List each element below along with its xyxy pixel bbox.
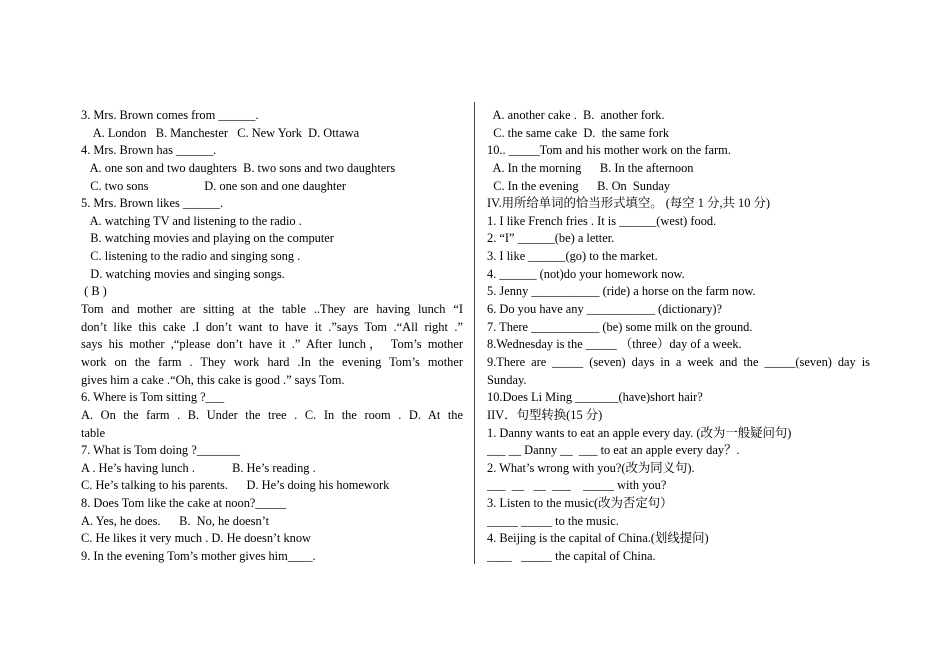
q10-question: 10.. _____Tom and his mother work on the farm. xyxy=(487,143,731,158)
section-iv-heading: IV.用所给单词的恰当形式填空。 (每空 1 分,共 10 分) xyxy=(487,196,771,211)
fill-item-9-end: Sunday. xyxy=(487,372,527,387)
transform-4-prompt: 4. Beijing is the capital of China.(划线提问) xyxy=(487,531,709,546)
q10-options-cd: C. In the evening B. On Sunday xyxy=(487,178,671,193)
transform-4-answer: ____ _____ the capital of China. xyxy=(487,549,656,564)
q7-question: 7. What is Tom doing ?_______ xyxy=(81,443,241,458)
passage-line: Tom and mother are sitting at the table ..They are having lunch “I xyxy=(81,302,463,317)
section-b-heading: ( B ) xyxy=(81,284,107,299)
q8-question: 8. Does Tom like the cake at noon?_____ xyxy=(81,496,287,511)
section-iiv-heading: IIV．句型转换(15 分) xyxy=(487,407,603,422)
transform-3-prompt: 3. Listen to the music(改为否定句） xyxy=(487,496,673,511)
q5-question: 5. Mrs. Brown likes ______. xyxy=(81,196,224,211)
transform-3-answer: _____ _____ to the music. xyxy=(487,513,619,528)
fill-item-2: 2. “I” ______(be) a letter. xyxy=(487,231,615,246)
q10-options-ab: A. In the morning B. In the afternoon xyxy=(487,160,694,175)
q9-options-cd: C. the same cake D. the same fork xyxy=(487,125,670,140)
q5-option-d: D. watching movies and singing songs. xyxy=(81,266,285,281)
column-divider xyxy=(474,102,475,564)
transform-2-answer: ___ __ __ ___ _____ with you? xyxy=(487,478,667,493)
left-column xyxy=(81,107,463,566)
fill-item-1: 1. I like French fries . It is ______(west) food. xyxy=(487,213,717,228)
fill-item-10: 10.Does Li Ming _______(have)short hair? xyxy=(487,390,703,405)
fill-item-8: 8.Wednesday is the _____ （three）day of a week. xyxy=(487,337,742,352)
q4-options-cd: C. two sons D. one son and one daughter xyxy=(81,178,346,193)
q5-option-c: C. listening to the radio and singing song . xyxy=(81,249,301,264)
q8-options-cd: C. He likes it very much . D. He doesn’t know xyxy=(81,531,311,546)
fill-item-5: 5. Jenny ___________ (ride) a horse on the farm now. xyxy=(487,284,756,299)
q7-options-cd: C. He’s talking to his parents. D. He’s doing his homework xyxy=(81,478,390,493)
q4-options-ab: A. one son and two daughters B. two sons and two daughters xyxy=(81,160,396,175)
q9-question: 9. In the evening Tom’s mother gives him____. xyxy=(81,549,316,564)
passage-line: says his mother ,“please don’t have it .” After lunch， Tom’s mother xyxy=(81,337,463,352)
passage-line-end: gives him a cake .“Oh, this cake is good .” says Tom. xyxy=(81,372,345,387)
passage-line: don’t like this cake .I don’t want to have it .”says Tom .“All right .” xyxy=(81,319,463,334)
q6-options-end: table xyxy=(81,425,106,440)
q7-options-ab: A . He’s having lunch . B. He’s reading . xyxy=(81,460,316,475)
right-column xyxy=(487,107,870,566)
q6-question: 6. Where is Tom sitting ?___ xyxy=(81,390,225,405)
fill-item-9: 9.There are _____ (seven) days in a week and the _____(seven) day is xyxy=(487,354,870,369)
transform-1-prompt: 1. Danny wants to eat an apple every day. (改为一般疑问句) xyxy=(487,425,792,440)
q3-options: A. London B. Manchester C. New York D. Ottawa xyxy=(81,125,360,140)
fill-item-3: 3. I like ______(go) to the market. xyxy=(487,249,658,264)
transform-1-answer: ___ __ Danny __ ___ to eat an apple every day？. xyxy=(487,443,740,458)
fill-item-6: 6. Do you have any ___________ (dictionary)? xyxy=(487,302,723,317)
passage-line: work on the farm . They work hard .In the evening Tom’s mother xyxy=(81,354,463,369)
fill-item-7: 7. There ___________ (be) some milk on the ground. xyxy=(487,319,753,334)
q9-options-ab: A. another cake . B. another fork. xyxy=(487,108,665,122)
q3-question: 3. Mrs. Brown comes from ______. xyxy=(81,108,259,122)
q5-option-b: B. watching movies and playing on the computer xyxy=(81,231,334,246)
fill-item-4: 4. ______ (not)do your homework now. xyxy=(487,266,685,281)
q8-options-ab: A. Yes, he does. B. No, he doesn’t xyxy=(81,513,270,528)
q5-option-a: A. watching TV and listening to the radio . xyxy=(81,213,302,228)
q4-question: 4. Mrs. Brown has ______. xyxy=(81,143,217,158)
transform-2-prompt: 2. What’s wrong with you?(改为同义句). xyxy=(487,460,695,475)
q6-options: A. On the farm . B. Under the tree . C. In the room . D. At the xyxy=(81,407,463,422)
